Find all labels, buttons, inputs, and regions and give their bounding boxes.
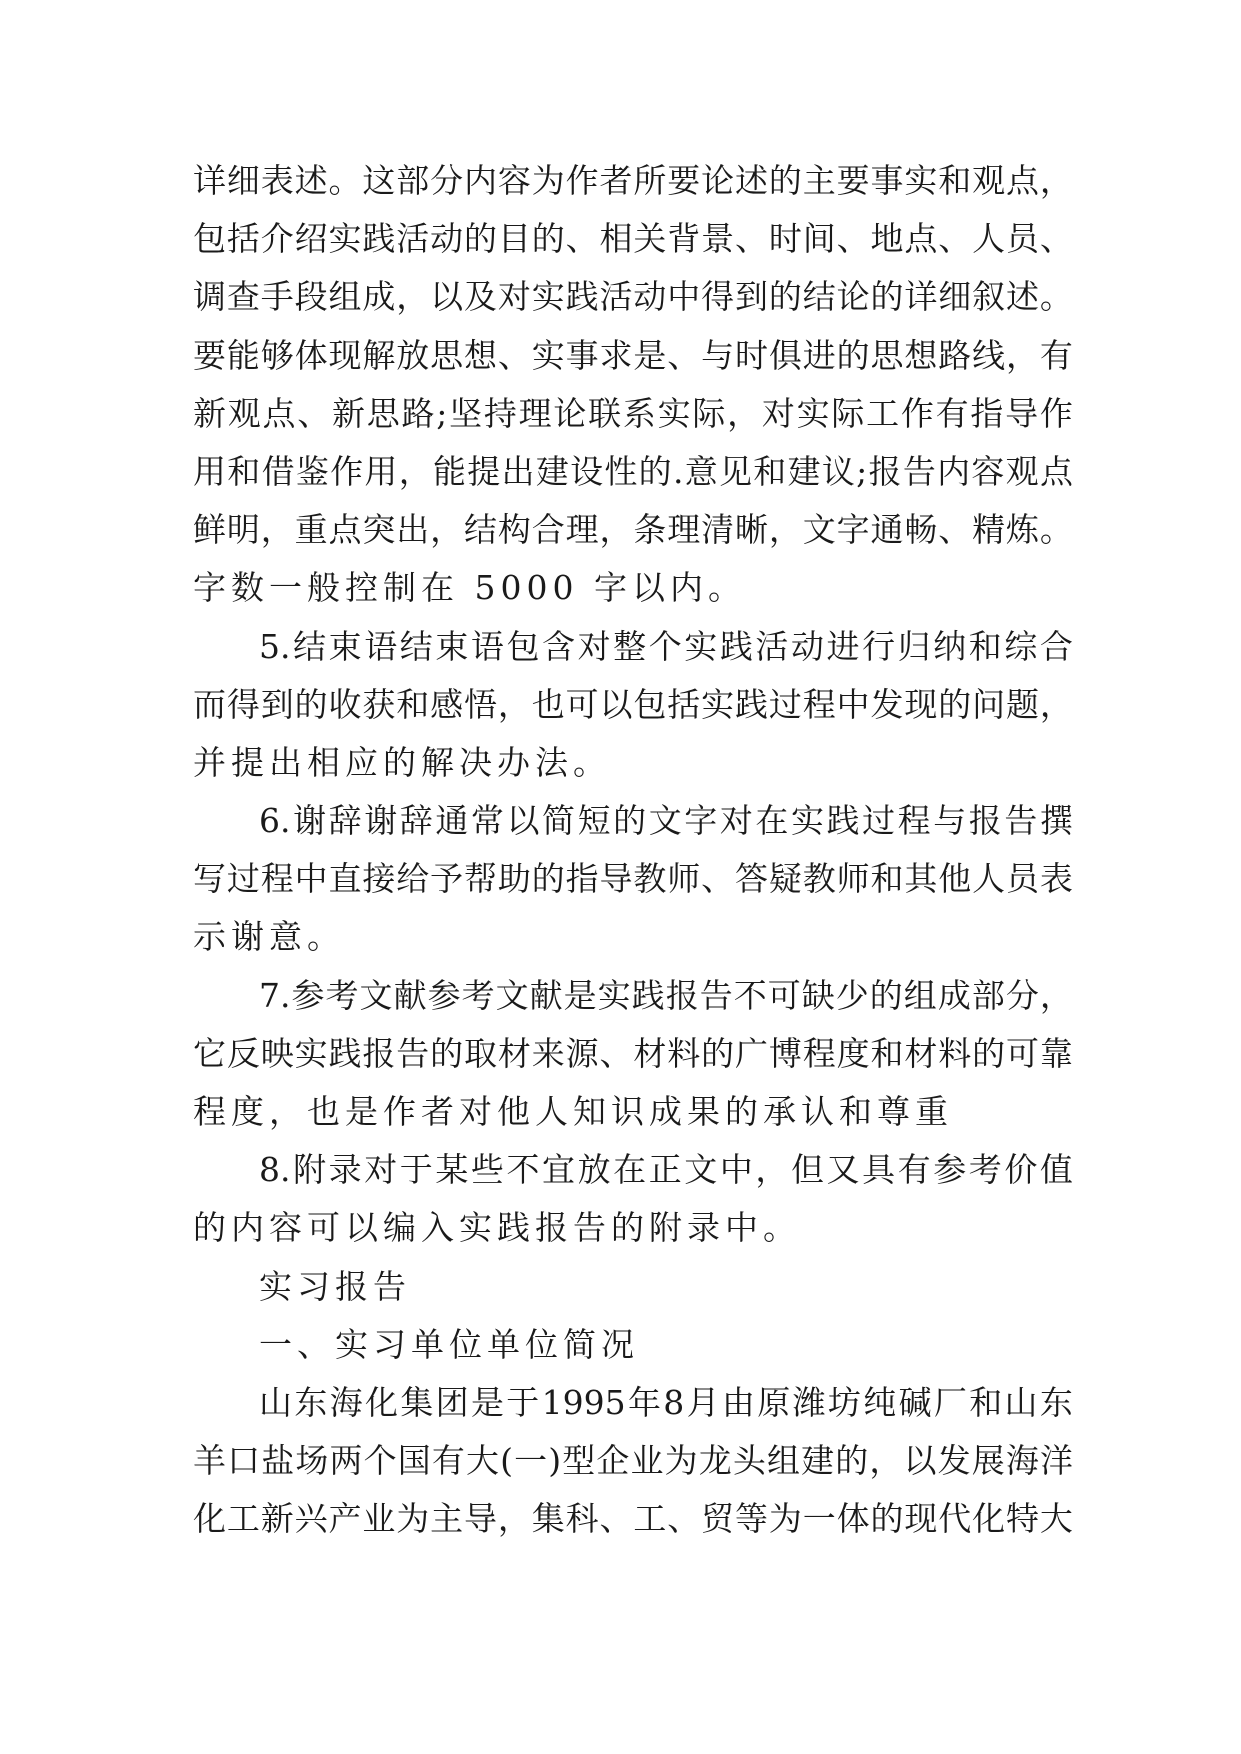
text-line: 字数一般控制在 5000 字以内。 [193,568,746,608]
text-line: 化 工 新 兴 产 业 为 主 导 ， 集 科 、 工 、 贸 等 为 一 体 的 现 代 化 特 大 [193,1499,1073,1539]
text-line: 用 和 借 鉴 作 用 ， 能 提 出 建 设 性 的 . 意 见 和 建 议 ; 报 告 内 容 观 点 [193,451,1073,491]
text-line: 的内容可以编入实践报告的附录中。 [193,1208,801,1248]
text-line: 并提出相应的解决办法。 [193,742,611,782]
text-line: 而 得 到 的 收 获 和 感 悟 ， 也 可 以 包 括 实 践 过 程 中 发 现 的 问 题 ， [193,684,1073,724]
text-line: 6. 谢 辞 谢 辞 通 常 以 简 短 的 文 字 对 在 实 践 过 程 与 报 告 撰 [259,801,1073,841]
text-line: 程度，也是作者对他人知识成果的承认和尊重 [193,1092,953,1131]
text-line: 8. 附 录 对 于 某 些 不 宜 放 在 正 文 中 ， 但 又 具 有 参 考 价 值 [259,1150,1073,1190]
document-body [193,152,1073,1549]
text-line: 5. 结 束 语 结 束 语 包 含 对 整 个 实 践 活 动 进 行 归 纳 和 综 合 [259,626,1073,666]
text-line: 调 查 手 段 组 成 ， 以 及 对 实 践 活 动 中 得 到 的 结 论 的 详 细 叙 述 。 [193,277,1073,317]
text-line: 要 能 够 体 现 解 放 思 想 、 实 事 求 是 、 与 时 俱 进 的 思 想 路 线 ， 有 [193,335,1073,375]
text-line: 写 过 程 中 直 接 给 予 帮 助 的 指 导 教 师 、 答 疑 教 师 和 其 他 人 员 表 [193,859,1073,899]
text-line: 详 细 表 述 。 这 部 分 内 容 为 作 者 所 要 论 述 的 主 要 事 实 和 观 点 ， [193,161,1073,200]
text-line: 羊 口 盐 场 两 个 国 有 大 ( 一 ) 型 企 业 为 龙 头 组 建 的 ， 以 发 展 海 洋 [193,1441,1073,1481]
text-line: 一、实习单位单位简况 [259,1324,639,1364]
text-line: 实习报告 [259,1266,411,1306]
text-line: 示谢意。 [193,917,345,957]
text-line: 它 反 映 实 践 报 告 的 取 材 来 源 、 材 料 的 广 博 程 度 和 材 料 的 可 靠 [193,1033,1073,1073]
text-line: 山 东 海 化 集 团 是 于 1995 年 8 月 由 原 潍 坊 纯 碱 厂 和 山 东 [259,1382,1073,1422]
text-line: 7. 参 考 文 献 参 考 文 献 是 实 践 报 告 不 可 缺 少 的 组 成 部 分 ， [259,975,1073,1015]
text-line: 新 观 点 、 新 思 路 ; 坚 持 理 论 联 系 实 际 ， 对 实 际 工 作 有 指 导 作 [193,393,1073,433]
text-line: 鲜 明 ， 重 点 突 出 ， 结 构 合 理 ， 条 理 清 晰 ， 文 字 通 畅 、 精 炼 。 [193,510,1073,550]
text-line: 包 括 介 绍 实 践 活 动 的 目 的 、 相 关 背 景 、 时 间 、 地 点 、 人 员 、 [193,219,1073,259]
